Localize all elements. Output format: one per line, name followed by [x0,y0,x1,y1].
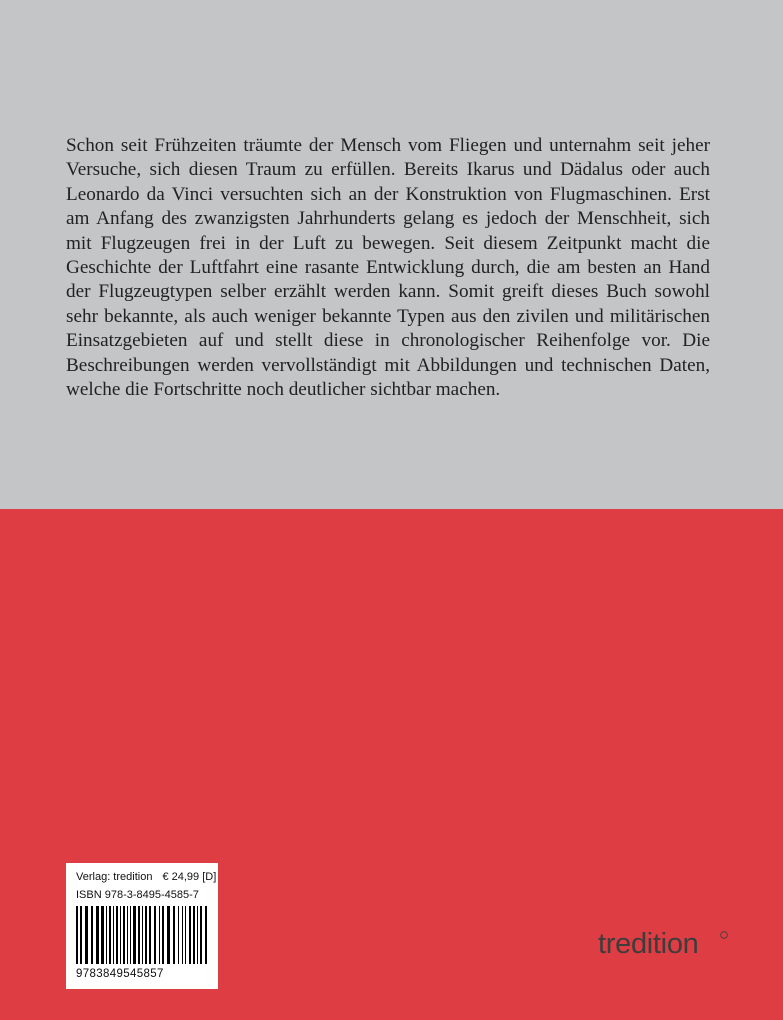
barcode-bar [197,906,198,964]
barcode-bar [167,906,170,964]
cover-top-panel [0,0,783,509]
barcode-bar [154,906,156,964]
publisher-label: Verlag: tredition [76,871,153,883]
barcode-box [66,863,218,989]
barcode-bar [200,906,202,964]
barcode-bar [138,906,140,964]
barcode-bar [85,906,88,964]
barcode-bar [123,906,125,964]
barcode-bar [178,906,179,964]
publisher-logo: tredition [598,928,699,960]
barcode-bar [96,906,99,964]
barcode-bar [106,906,107,964]
barcode-bar [149,906,151,964]
barcode-bar [193,906,195,964]
barcode-bar [91,906,93,964]
barcode-bar [120,906,121,964]
barcode-bar [133,906,136,964]
barcode-bar [189,906,191,964]
barcode-image [76,906,208,964]
ean-number: 9783849545857 [76,968,164,980]
barcode-bar [182,906,183,964]
barcode-bar [185,906,186,964]
barcode-bar [116,906,118,964]
barcode-bar [145,906,147,964]
barcode-bar [76,906,78,964]
barcode-bar [130,906,131,964]
barcode-bar [159,906,160,964]
barcode-bar [109,906,111,964]
registered-mark-icon [720,931,728,939]
barcode-bar [113,906,114,964]
back-cover-blurb: Schon seit Frühzeiten träumte der Mensch vom Fliegen und unternahm seit jeher Versuche, sich diesen Traum zu erfüllen. Bereits Ikarus und Dädalus oder auch Leonardo da Vinci versuchten sich an der Konstruktion von Flugmaschinen. Erst am Anfang des zwanzigsten Jahrhunderts gelang es jedoch der Menschheit, sich mit Flugzeugen frei in der Luft zu bewegen. Seit diesem Zeitpunkt macht die Geschichte der Luftfahrt eine rasante Entwicklung durch, die am besten an Hand der Flugzeugtypen selber erzählt werden kann. Somit greift dieses Buch sowohl sehr bekannte, als auch weniger bekannte Typen aus den zivilen und militärischen Einsatzgebieten auf und stellt diese in chronologischer Reihenfolge vor. Die Beschreibungen werden vervollständigt mit Abbildungen und technischen Daten, welche die Fortschritte noch deutlicher sichtbar machen. [66,135,710,401]
price-label: € 24,99 [D] [162,871,217,883]
isbn-label: ISBN 978-3-8495-4585-7 [76,889,199,901]
barcode-bar [101,906,104,964]
barcode-bar [173,906,175,964]
barcode-bar [162,906,164,964]
barcode-bar [127,906,128,964]
price-line [76,871,216,883]
barcode-bar [80,906,82,964]
barcode-bar [142,906,143,964]
barcode-bar [205,906,207,964]
